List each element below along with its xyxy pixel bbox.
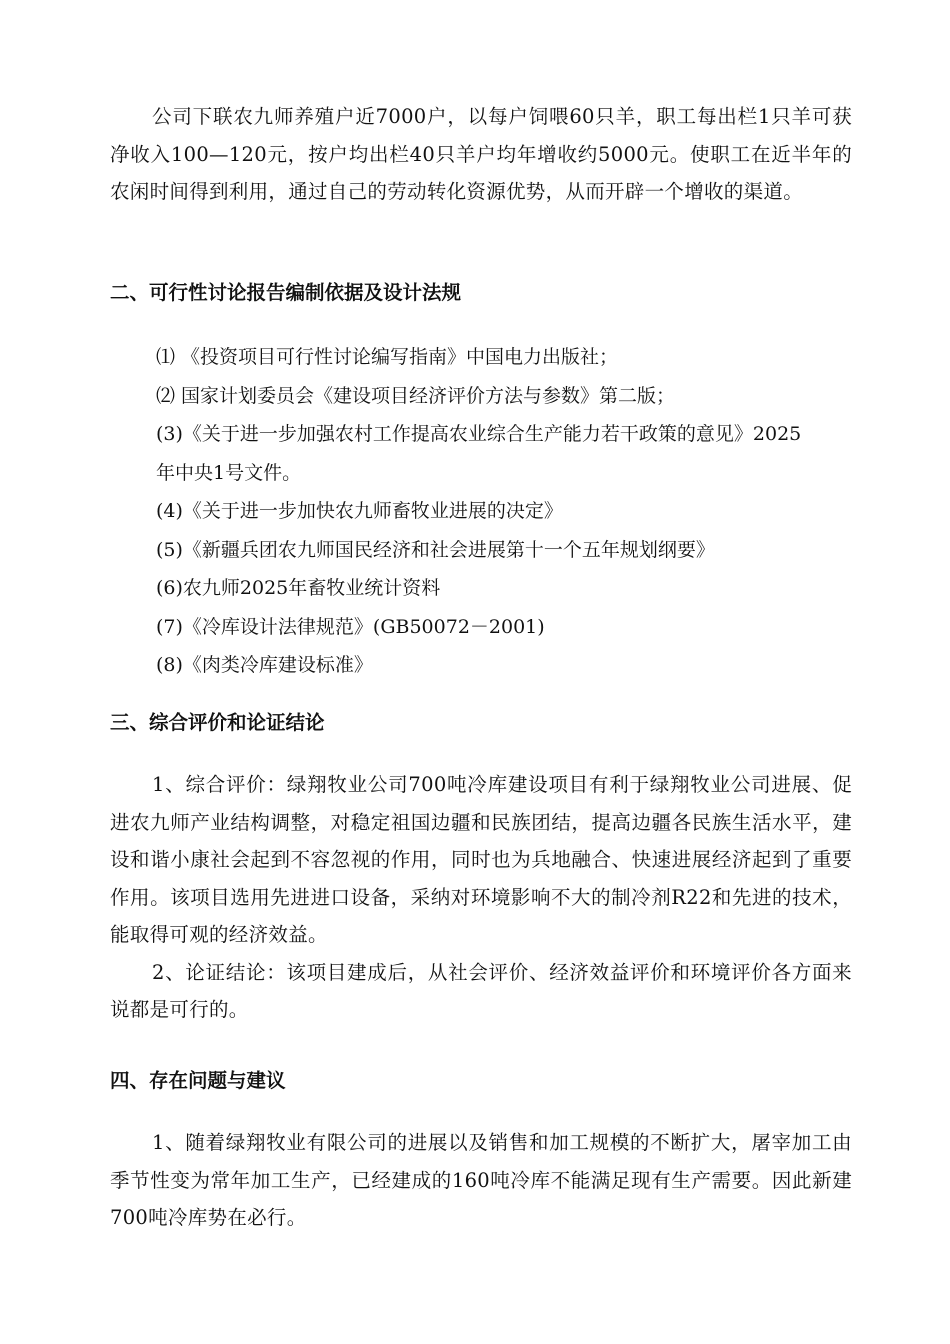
issues-paragraph: 1、随着绿翔牧业有限公司的进展以及销售和加工规模的不断扩大，屠宰加工由季节性变为常年加工生产，已经建成的160吨冷库不能满足现有生产需要。因此新建700吨冷库势在必行。 bbox=[110, 1131, 852, 1229]
intro-section bbox=[110, 98, 852, 211]
section-3-heading: 三、综合评价和论证结论 bbox=[110, 711, 325, 734]
section-2-heading: 二、可行性讨论报告编制依据及设计法规 bbox=[110, 281, 462, 304]
reference-item: (5)《新疆兵团农九师国民经济和社会进展第十一个五年规划纲要》 bbox=[156, 538, 715, 561]
section-4-body bbox=[110, 1124, 852, 1237]
reference-item: (6)农九师2025年畜牧业统计资料 bbox=[156, 577, 441, 599]
reference-item: (4)《关于进一步加快农九师畜牧业进展的决定》 bbox=[156, 500, 563, 522]
reference-item: (3)《关于进一步加强农村工作提高农业综合生产能力若干政策的意见》2025年中央1号文件。 bbox=[156, 423, 802, 484]
reference-item: ⑵ 国家计划委员会《建设项目经济评价方法与参数》第二版； bbox=[156, 384, 676, 407]
reference-item: ⑴ 《投资项目可行性讨论编写指南》中国电力出版社； bbox=[156, 346, 619, 368]
reference-item: (7)《冷库设计法律规范》(GB50072－2001) bbox=[156, 615, 545, 638]
section-3-body bbox=[110, 766, 852, 1029]
conclusion-paragraph: 2、论证结论：该项目建成后，从社会评价、经济效益评价和环境评价各方面来说都是可行的。 bbox=[110, 960, 852, 1021]
reference-list bbox=[156, 338, 836, 685]
reference-item: (8)《肉类冷库建设标准》 bbox=[156, 654, 373, 676]
section-4-heading: 四、存在问题与建议 bbox=[110, 1069, 286, 1092]
intro-paragraph: 公司下联农九师养殖户近7000户，以每户饲喂60只羊，职工每出栏1只羊可获净收入100—120元，按户均出栏40只羊户均年增收约5000元。使职工在近半年的农闲时间得到利用，通过自己的劳动转化资源优势，从而开辟一个增收的渠道。 bbox=[110, 105, 852, 203]
evaluation-paragraph: 1、综合评价：绿翔牧业公司700吨冷库建设项目有利于绿翔牧业公司进展、促进农九师产业结构调整，对稳定祖国边疆和民族团结，提高边疆各民族生活水平，建设和谐小康社会起到不容忽视的作用，同时也为兵地融合、快速进展经济起到了重要作用。该项目选用先进进口设备，采纳对环境影响不大的制冷剂R22和先进的技术，能取得可观的经济效益。 bbox=[110, 773, 852, 946]
